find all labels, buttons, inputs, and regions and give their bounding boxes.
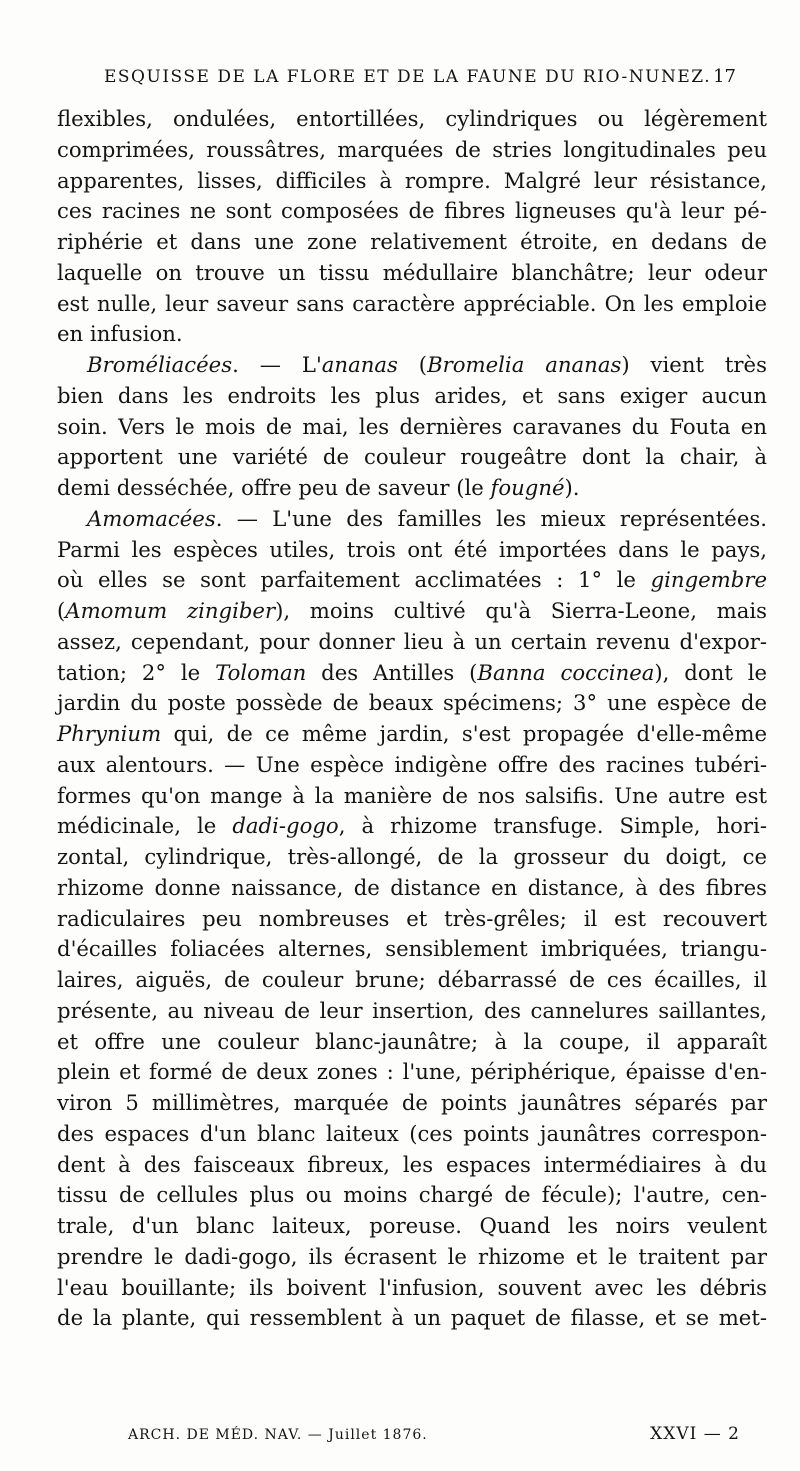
text-segment: ces racines ne sont composées de fibres ligneuses qu'à leur pé- [57,198,767,224]
text-line [57,350,767,381]
italic-term: ananas [321,352,398,377]
italic-term: dadi-gogo [232,813,339,839]
text-segment: Parmi les espèces utiles, trois ont été importées dans le pays, [57,536,767,562]
text-segment: ). [564,475,580,500]
text-line [57,627,767,658]
italic-term: Toloman [215,659,307,685]
text-segment: bien dans les endroits les plus arides, et sans exiger aucun [57,382,767,408]
text-line [57,1211,767,1242]
text-line [57,1088,767,1119]
italic-term: Amomacées [87,505,216,531]
text-line [57,1027,767,1058]
text-segment: où elles se sont parfaitement acclimatées : 1° le [57,567,651,593]
text-segment: ( [397,352,428,377]
text-segment: formes qu'on mange à la manière de nos salsifis. Une autre est [57,782,767,808]
text-segment: radiculaires peu nombreuses et très-grêles; il est recouvert [57,905,767,931]
text-segment: l'eau bouillante; ils boivent l'infusion, souvent avec les débris [57,1274,767,1300]
italic-term: Bromelia ananas [427,352,622,377]
text-segment: trale, d'un blanc laiteux, poreuse. Quand les noirs veulent [57,1213,767,1238]
text-line [57,658,767,689]
text-segment: prendre le dadi-gogo, ils écrasent le rhizome et le traitent par [57,1243,767,1269]
text-line [57,135,767,166]
italic-term: Amomum zingiber [65,598,276,623]
text-segment: zontal, cylindrique, très-allongé, de la grosseur du doigt, ce [57,844,767,869]
text-line [57,811,767,842]
text-segment: . — L' [232,352,322,377]
text-segment: flexibles, ondulées, entortillées, cylindriques ou légèrement [57,106,767,131]
text-segment: ), dont le [654,659,768,685]
text-segment: tation; 2° le [57,659,216,685]
text-segment: apportent une variété de couleur rougeâtre dont la chair, à [57,444,767,470]
text-line [57,227,767,258]
text-segment: ( [57,598,66,623]
text-line [57,1303,767,1334]
text-line [57,1242,767,1273]
text-segment: d'écailles foliacées alternes, sensiblement imbriquées, triangu- [57,936,767,962]
italic-term: fougné [490,475,565,500]
text-line [57,596,767,627]
text-line [57,412,767,443]
text-segment: soin. Vers le mois de mai, les dernières caravanes du Fouta en [57,413,767,439]
text-segment: médicinale, le [57,813,233,839]
text-segment: est nulle, leur saveur sans caractère appréciable. On les emploie [57,290,767,316]
text-line [57,719,767,750]
text-segment: dent à des faisceaux fibreux, les espaces intermédiaires à du [57,1151,767,1177]
text-segment: aux alentours. — Une espèce indigène offre des racines tubéri- [57,751,767,777]
italic-term: gingembre [650,567,767,593]
text-line [57,442,767,473]
text-line [57,1150,767,1181]
text-line [57,473,767,504]
text-line [57,289,767,320]
text-line [57,381,767,412]
text-line [57,1180,767,1211]
text-line [57,688,767,719]
text-segment: . — L'une des familles les mieux représentées. [215,505,767,531]
text-segment: comprimées, roussâtres, marquées de stries longitudinales peu [57,136,767,162]
text-line [57,750,767,781]
text-line [57,104,767,135]
text-line [57,904,767,935]
text-segment: demi desséchée, offre peu de saveur (le [57,475,491,500]
running-head [104,66,736,87]
text-line [57,934,767,965]
text-segment: présente, au niveau de leur insertion, des cannelures saillantes, [57,997,767,1023]
text-line [57,166,767,197]
text-segment: viron 5 millimètres, marquée de points jaunâtres séparés par [57,1090,767,1115]
italic-term: Phrynium [57,721,162,746]
text-line [57,996,767,1027]
signature-mark: XXVI — 2 [650,1424,740,1444]
text-line [57,842,767,873]
text-segment: plein et formé de deux zones : l'une, périphérique, épaisse d'en- [57,1059,767,1085]
text-segment: assez, cependant, pour donner lieu à un certain revenu d'expor- [57,628,767,654]
text-segment: ), moins cultivé qu'à Sierra-Leone, mais [275,598,767,623]
text-segment: de la plante, qui ressemblent à un paquet de filasse, et se met- [57,1305,767,1331]
journal-citation: ARCH. DE MÉD. NAV. — Juillet 1876. [128,1427,428,1443]
text-line [57,504,767,535]
italic-term: Broméliacées [87,352,233,377]
text-segment: qui, de ce même jardin, s'est propagée d'elle-même [161,721,767,746]
text-line [57,258,767,289]
text-segment: , à rhizome transfuge. Simple, hori- [338,813,767,839]
text-segment: jardin du poste possède de beaux spécimens; 3° une espèce de [57,690,767,716]
text-segment: et offre une couleur blanc-jaunâtre; à la coupe, il apparaît [57,1028,767,1054]
italic-term: Banna coccinea [477,659,655,685]
body-text [57,104,767,1334]
text-line [57,535,767,566]
text-line [57,1119,767,1150]
text-line [57,965,767,996]
text-segment: des espaces d'un blanc laiteux (ces points jaunâtres correspon- [57,1120,767,1146]
text-line [57,565,767,596]
page-footer [128,1424,740,1444]
text-line [57,1057,767,1088]
text-segment: apparentes, lisses, difficiles à rompre. Malgré leur résistance, [57,167,767,193]
text-segment: tissu de cellules plus ou moins chargé de fécule); l'autre, cen- [57,1182,767,1208]
text-segment: rhizome donne naissance, de distance en distance, à des fibres [57,874,767,900]
text-segment: en infusion. [57,321,183,347]
text-segment: des Antilles ( [306,659,478,685]
text-line [57,873,767,904]
text-segment: laires, aiguës, de couleur brune; débarrassé de ces écailles, il [57,967,767,992]
text-line [57,319,767,350]
text-segment: laquelle on trouve un tissu médullaire blanchâtre; leur odeur [57,259,767,285]
text-line [57,196,767,227]
text-segment: ) vient très [621,352,767,377]
text-segment: riphérie et dans une zone relativement étroite, en dedans de [57,229,767,254]
text-line [57,1273,767,1304]
text-line [57,781,767,812]
page-number: 17 [713,66,736,87]
running-title: ESQUISSE DE LA FLORE ET DE LA FAUNE DU RIO-NUNEZ. [104,67,712,87]
